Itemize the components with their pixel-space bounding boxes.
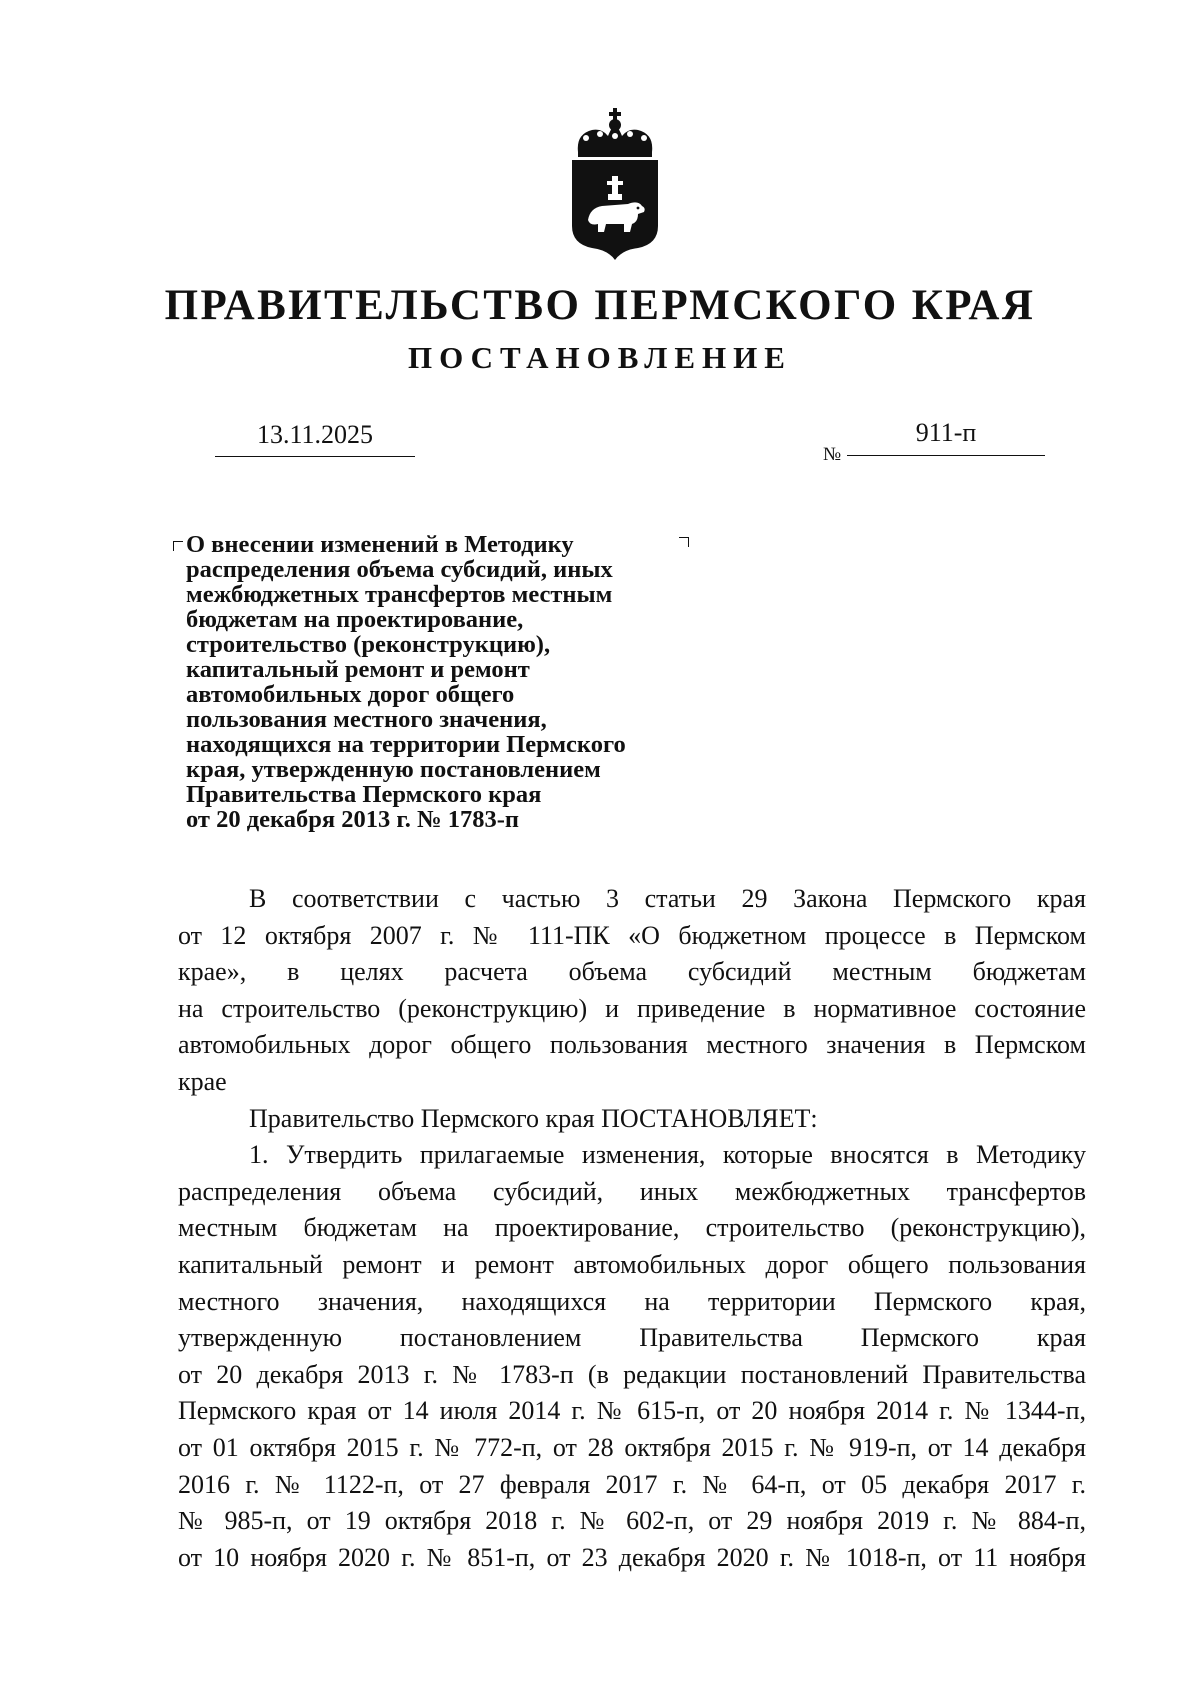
subject-line: края, утвержденную постановлением bbox=[186, 756, 601, 783]
body-line: В соответствии с частью 3 статьи 29 Закона Пермского края bbox=[249, 884, 1086, 913]
subject-corner-left bbox=[173, 541, 183, 551]
body-line: от 12 октября 2007 г. № 111-ПК «О бюджетном процессе в Пермском bbox=[178, 920, 1086, 950]
number-underline bbox=[847, 451, 1045, 456]
body-line: № 985-п, от 19 октября 2018 г. № 602-п, от 29 ноября 2019 г. № 884-п, bbox=[178, 1506, 1086, 1536]
date-field bbox=[215, 420, 415, 457]
document-subject bbox=[186, 532, 706, 832]
subject-line: капитальный ремонт и ремонт bbox=[186, 656, 530, 683]
body-line: от 01 октября 2015 г. № 772-п, от 28 октября 2015 г. № 919-п, от 14 декабря bbox=[178, 1432, 1086, 1462]
body-line: капитальный ремонт и ремонт автомобильных дорог общего пользования bbox=[178, 1249, 1086, 1279]
number-field bbox=[847, 418, 1045, 456]
body-line: на строительство (реконструкцию) и приведение в нормативное состояние bbox=[178, 993, 1086, 1023]
organization-title: ПРАВИТЕЛЬСТВО ПЕРМСКОГО КРАЯ bbox=[164, 282, 1036, 329]
subject-line: О внесении изменений в Методику bbox=[186, 531, 574, 558]
body-line: распределения объема субсидий, иных межбюджетных трансфертов bbox=[178, 1176, 1086, 1206]
subject-line: от 20 декабря 2013 г. № 1783-п bbox=[186, 806, 519, 833]
subject-line: бюджетам на проектирование, bbox=[186, 606, 524, 633]
subject-line: межбюджетных трансфертов местным bbox=[186, 581, 613, 608]
body-line: утвержденную постановлением Правительства Пермского края bbox=[178, 1323, 1086, 1353]
subject-line: пользования местного значения, bbox=[186, 706, 547, 733]
number-value: 911-п bbox=[915, 418, 977, 447]
subject-line: распределения объема субсидий, иных bbox=[186, 556, 613, 583]
date-underline bbox=[215, 452, 415, 457]
subject-line: Правительства Пермского края bbox=[186, 781, 542, 808]
number-label: № bbox=[823, 444, 842, 465]
subject-line: автомобильных дорог общего bbox=[186, 681, 515, 708]
document-type: ПОСТАНОВЛЕНИЕ bbox=[408, 340, 792, 375]
date-value: 13.11.2025 bbox=[256, 420, 374, 449]
body-line: Пермского края от 14 июля 2014 г. № 615-п, от 20 ноября 2014 г. № 1344-п, bbox=[178, 1396, 1086, 1426]
body-line: местного значения, находящихся на территории Пермского края, bbox=[178, 1286, 1086, 1316]
subject-line: находящихся на территории Пермского bbox=[186, 731, 626, 758]
body-line: крае bbox=[178, 1066, 227, 1096]
body-text bbox=[178, 881, 1086, 1576]
body-line: 1. Утвердить прилагаемые изменения, которые вносятся в Методику bbox=[249, 1140, 1086, 1170]
body-line: от 20 декабря 2013 г. № 1783-п (в редакции постановлений Правительства bbox=[178, 1359, 1086, 1389]
body-line: Правительство Пермского края ПОСТАНОВЛЯЕТ: bbox=[249, 1103, 818, 1133]
body-line: от 10 ноября 2020 г. № 851-п, от 23 декабря 2020 г. № 1018-п, от 11 ноября bbox=[178, 1542, 1086, 1572]
coat-of-arms-emblem bbox=[566, 108, 664, 260]
body-line: местным бюджетам на проектирование, строительство (реконструкцию), bbox=[178, 1213, 1086, 1243]
body-line: 2016 г. № 1122-п, от 27 февраля 2017 г. № 64-п, от 05 декабря 2017 г. bbox=[178, 1469, 1086, 1499]
body-line: автомобильных дорог общего пользования местного значения в Пермском bbox=[178, 1030, 1086, 1060]
body-line: крае», в целях расчета объема субсидий местным бюджетам bbox=[178, 957, 1086, 987]
subject-line: строительство (реконструкцию), bbox=[186, 631, 551, 658]
